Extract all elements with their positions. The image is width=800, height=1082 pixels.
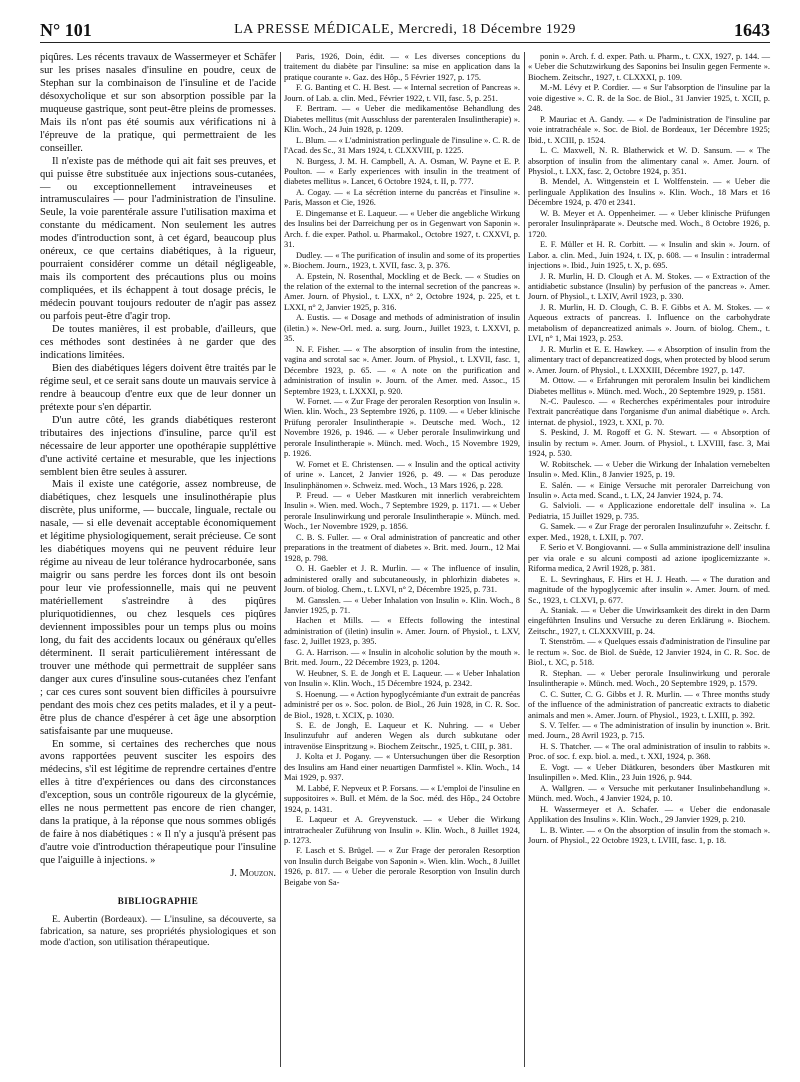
bibliography-entry: G. Samek. — « Zur Frage der peroralen Insulinzufuhr ». Zeitschr. f. exper. Med., 1928, t. LXII, p. 707. (528, 522, 770, 542)
bibliography-entry: E. Aubertin (Bordeaux). — L'insuline, sa découverte, sa fabrication, sa nature, ses propriétés physiologiques et son mode d'action, son utilisation thérapeutique. (40, 913, 276, 949)
bibliography-entry: R. Stephan. — « Ueber perorale Insulinwirkung und perorale Insulintherapie ». Münch. med. Woch., 20 Septembre 1929, p. 1579. (528, 668, 770, 689)
bibliography-entry: T. Stenström. — « Quelques essais d'administration de l'insuline par le rectum ». Soc. de Biol. de Suède, 12 Janvier 1924, in C. R. Soc. de Biol., t. XC, p. 518. (528, 637, 770, 668)
page-number: 1643 (734, 20, 770, 40)
paragraph: piqûres. Les récents travaux de Wassermeyer et Schäfer sur les prises nasales d'insuline en poudre, ceux de Stephan sur la combinaison de l'insuline et de l'acide désoxycholique et sur son absorption possible par la muqueuse gastrique, sont peut-être pleins de promesses. Mais ils n'ont pas été soumis aux vérifications ni à l'épreuve de la pratique, qui permettraient de les conseiller. (40, 52, 276, 154)
bibliography-entry: A. Epstein, N. Rosenthal, Mockling et de Beck. — « Studies on the relation of the external to the internal secretion of the pancreas ». Amer. Journ. of Physiol., t. LXX, n° 2, Octobre 1924, p. 225, et t. LXXI, n° 2, Janvier 1925, p. 316. (284, 271, 520, 312)
paragraph: Bien des diabétiques légers doivent être traités par le régime seul, et ce serait sans doute un mauvais service à rendre à beaucoup d'entre eux que de leur donner un prétexte pour s'en départir. (40, 362, 276, 413)
issue-number: N° 101 (40, 20, 92, 40)
paragraph: De toutes manières, il est probable, d'ailleurs, que ces méthodes sont destinées à ne garder que des indications limitées. (40, 324, 276, 361)
bibliography-entry: M. Ottow. — « Erfahrungen mit peroralem Insulin bei kindlichem Diabetes mellitus ». Münch. med. Woch., 20 Septembre 1929, p. 1581. (528, 376, 770, 396)
bibliography-entry: S. Hoenung. — « Action hypoglycémiante d'un extrait de pancréas administré per os ». Soc. polon. de Biol., 26 Juin 1928, in C. R. Soc. de Biol., 1928, t. XCIX, p. 1030. (284, 689, 520, 720)
bibliography-entry: J. R. Murlin, H. D. Clough, C. B. F. Gibbs et A. M. Stokes. — « Aqueous extracts of pancreas. I. Influence on the carbohydrate metabolism of depancreatized animals ». Journ. of biolog. Chem., t. LVI, n° 1, Mai 1923, p. 253. (528, 302, 770, 344)
bibliography-entry: L. C. Maxwell, N. R. Blatherwick et W. D. Sansum. — « The absorption of insulin from the alimentary canal ». Amer. Journ. of Physiol., t. LXX, fasc. 2, Octobre 1924, p. 351. (528, 146, 770, 176)
paragraph: En somme, si certaines des recherches que nous avons rapportées peuvent susciter les espoirs des médecins, s'il est légitime de reprendre certaines d'entre elles à titre d'expériences ou dans des circonstances d'exception, sous un contrôle rigoureux de la glycémie, elles ne nous permettent pas encore de rien changer, dans la pratique, à la réponse que nous sommes obligés de faire à nos diabétiques : « Il n'y a jusqu'à présent pas d'autre voie d'introduction thérapeutique pour l'insuline que l'aiguille à injections. » (40, 738, 276, 867)
bibliography-entry: W. Heubner, S. E. de Jongh et E. Laqueur. — « Ueber Inhalation von Insulin ». Klin. Woch., 15 Décembre 1924, p. 2342. (284, 668, 520, 689)
bibliography-entry: E. Vogt. — « Ueber Diätkuren, besonders über Mastkuren mit Insulinpillen ». Med. Klin., 23 Juin 1926, p. 944. (528, 762, 770, 783)
bibliography-entry: N. Burgess, J. M. H. Campbell, A. A. Osman, W. Payne et E. P. Poulton. — « Early experiences with insulin in the treatment of diabetes mellitus ». Lancet, 6 Octobre 1924, t. II, p. 777. (284, 156, 520, 187)
bibliography-entry: C. B. S. Fuller. — « Oral administration of pancreatic and other preparations in the treatment of diabetes ». Brit. med. Journ., 12 Mai 1928, p. 798. (284, 532, 520, 563)
bibliography-entry: P. Mauriac et A. Gandy. — « De l'administration de l'insuline par voie intratrachéale ». Soc. de Biol. de Bordeaux, 1er Décembre 1925; Ibid., t. XCIII, p. 1524. (528, 114, 770, 145)
bibliography-entry: G. A. Harrison. — « Insulin in alcoholic solution by the mouth ». Brit. med. Journ., 22 Décembre 1923, p. 1204. (284, 647, 520, 668)
bibliography-entry: L. Blum. — « L'administration perlinguale de l'insuline ». C. R. de l'Acad. des Sc., 31 Mars 1924, t. CLXXVIII, p. 1225. (284, 135, 520, 156)
bibliography-entry: C. C. Sutter, C. G. Gibbs et J. R. Murlin. — « Three months study of the influence of the administration of pancreatic extracts to diabetic animals and men ». Amer. Journ. of Physiol., 1923, t. LXIII, p. 392. (528, 689, 770, 720)
bibliography-entry: A. Staniak. — « Ueber die Unwirksamkeit des direkt in den Darm eingeführten Insulins und Versuche zu deren Erklärung ». Biochem. Zeitschr., 1927, t. CLXXXVIII, p. 24. (528, 606, 770, 636)
bibliography-entry: H. S. Thatcher. — « The oral administration of insulin to rabbits ». Proc. of soc. f. exp. biol. a. med., t. XXI, 1924, p. 368. (528, 741, 770, 762)
bibliography-entry: A. Cogay. — « La sécrétion interne du pancréas et l'insuline ». Paris, Masson et Cie, 1926. (284, 187, 520, 208)
bibliography-entry: E. L. Sevringhaus, F. Hirs et H. J. Heath. — « The duration and magnitude of the hypoglycemic after insulin ». Amer. Journ. of med. Sc., 1923, t. CLXVI, p. 677. (528, 574, 770, 605)
bibliography-entry: A. Wallgren. — « Versuche mit perkutaner Insulinbehandlung ». Münch. med. Woch., 4 Janvier 1924, p. 10. (528, 783, 770, 804)
bibliography-entry: ponin ». Arch. f. d. exper. Path. u. Pharm., t. CXX, 1927, p. 144. — « Ueber die Schutzwirkung des Saponins bei Insulin gegen Fermente ». Biochem. Zeitschr., 1927, t. CLXXXI, p. 109. (528, 52, 770, 82)
bibliography-entry: E. Dingemanse et E. Laqueur. — « Ueber die angebliche Wirkung des Insulins bei der Darreichung per os in Gegenwart von Saponin ». Arch. f. die exper. Pathol. u. Pharmakol., Octobre 1927, t. CXXVI, p. 31. (284, 208, 520, 250)
bibliography-entry: F. G. Banting et C. H. Best. — « Internal secretion of Pancreas ». Journ. of Lab. a. clin. Med., Février 1922, t. VII, fasc. 5, p. 251. (284, 83, 520, 103)
bibliography-entry: J. Kolta et J. Pogany. — « Untersuchungen über die Resorption des Insulins am Hand einer neuartigen Darmfistel ». Klin. Woch., 14 Mai 1929, p. 937. (284, 752, 520, 783)
bibliography-entry: S. V. Telfer. — « The administration of insulin by inunction ». Brit. med. Journ., 28 Avril 1923, p. 715. (528, 721, 770, 741)
bibliography-entry: M. Gansslen. — « Ueber Inhalation von Insulin ». Klin. Woch., 8 Janvier 1925, p. 71. (284, 595, 520, 616)
journal-title: LA PRESSE MÉDICALE, Mercredi, 18 Décembre 1929 (234, 22, 576, 37)
bibliography-entry: E. Laqueur et A. Greyvenstuck. — « Ueber die Wirkung intratrachealer Zuführung von Insulin ». Klin. Woch., 8 Juillet 1924, p. 1273. (284, 815, 520, 845)
bibliography-entry: Hachen et Mills. — « Effects following the intestinal administration of (iletin) insulin ». Amer. Journ. of Physiol., t. LXV, fasc. 2, Juillet 1923, p. 395. (284, 616, 520, 647)
bibliography-entry: M. Labbé, F. Nepveux et P. Forsans. — « L'emploi de l'insuline en suppositoires ». Bull. et Mém. de la Soc. méd. des Hôp., 24 Octobre 1924, p. 1431. (284, 783, 520, 814)
bibliography-entry: W. B. Meyer et A. Oppenheimer. — « Ueber klinische Prüfungen peroraler Insulinpräparate ». Deutsche med. Woch., 8 Octobre 1926, p. 1720. (528, 208, 770, 239)
page-header (40, 8, 770, 43)
bibliography-entry: E. Salén. — « Einige Versuche mit peroraler Darreichung von Insulin ». Acta med. Scand., t. LX, 24 Janvier 1924, p. 74. (528, 480, 770, 501)
bibliography-entry: J. R. Murlin et E. E. Hawkey. — « Absorption of insulin from the alimentary tract of depancreatized dogs, when protected by blood serum ». Amer. Journ. of Physiol., t. LXXXIII, Décembre 1927, p. 147. (528, 344, 770, 375)
bibliography-entry: H. Wassermeyer et A. Schafer. — « Ueber die endonasale Applikation des Insulins ». Klin. Woch., 29 Janvier 1929, p. 210. (528, 804, 770, 825)
bibliography-entry: A. Eustis. — « Dosage and methods of administration of insulin (iletin.) ». New-Orl. med. a. surg. Journ., Juillet 1923, t. LXXVI, p. 35. (284, 313, 520, 344)
bibliography-entry: S. E. de Jongh, E. Laqueur et K. Nuhring. — « Ueber Insulinzufuhr auf anderen Wegen als durch subkutane oder intravenöse Einspritzung ». Biochem Zeitschr., 1925, t. CIII, p. 381. (284, 721, 520, 751)
column-divider (280, 52, 281, 1067)
bibliography-entry: N. F. Fisher. — « The absorption of insulin from the intestine, vagina and scrotal sac ». Amer. Journ. of Physiol., t. LXVII, fasc. 1, Décembre 1923, p. 65. — « A note on the purification and administration of insulin ». Journ. of the Amer. med. Assoc., 15 Septembre 1923, t. LXXXI, p. 920. (284, 344, 520, 396)
author-signature: J. Mouzon. (230, 868, 276, 880)
bibliography-heading: BIBLIOGRAPHIE (117, 896, 199, 906)
bibliography-entry: S. Peskind, J. M. Rogoff et G. N. Stewart. — « Absorption of insulin by rectum ». Amer. Journ. of Physiol., t. LXVIII, fasc. 3, Mai 1924, p. 530. (528, 428, 770, 459)
bibliography-entry: E. F. Müller et H. R. Corbitt. — « Insulin and skin ». Journ. of Labor. a. clin. Med., Juin 1924, t. IX, p. 608. — « Insulin : intradermal injections ». Ibid., Juin 1925, t. X, p. 695. (528, 240, 770, 271)
bibliography-column (284, 52, 520, 888)
bibliography-entry: N.-C. Paulesco. — « Recherches expérimentales pour introduire l'extrait pancréatique dans l'organisme d'un animal diabétique ». Arch. internat. de physiol., 1923, t. XXI, p. 70. (528, 396, 770, 427)
bibliography-entry: W. Fornet. — « Zur Frage der peroralen Resorption von Insulin ». Wien. klin. Woch., 23 Septembre 1926, p. 1109. — « Ueber klinische Prüfung peroraler Insulintherapie ». Deutsche med. Woch., 12 Novembre 1926, p. 1946. — « Ueber perorale Insulinwirkung und perorale Insulintherapie ». Münch. med. Woch., 15 Novembre 1929, p. 1926. (284, 396, 520, 459)
bibliography-entry: O. H. Gaebler et J. R. Murlin. — « The influence of insulin, administered orally and subcutaneously, in phlorhizin diabetes ». Journ. of biolog. Chem., t. LXVI, n° 2, Décembre 1925, p. 731. (284, 564, 520, 595)
article-column (40, 52, 276, 949)
bibliography-entry: P. Freud. — « Ueber Mastkuren mit innerlich verabreichtem Insulin ». Wien. med. Woch., 7 Septembre 1929, p. 1171. — « Ueber perorale Insulinwirkung und perorale Insulintherapie ». Münch. med. Woch., 1er Novembre 1929, p. 1856. (284, 491, 520, 532)
paragraph: Il n'existe pas de méthode qui ait fait ses preuves, et qui puisse être substituée aux injections sous-cutanées, — ou exceptionnellement intraveineuses et intramusculaires — pour l'administration de l'insuline. Seule, la voie parentérale assure l'utilisation maxima et constante du médicament. Non seulement les autres modes d'introduction sont, à cet égard, beaucoup plus onéreux, ce que certains diabétiques, à la rigueur, pourraient considérer comme un détail négligeable, mais ils comportent des précautions plus ou moins compliquées, et ils échappent à tout dosage précis, le médecin pouvant toujours redouter de n'agir pas assez ou parfois peut-être d'agir trop. (40, 155, 276, 323)
bibliography-entry: J. R. Murlin, H. D. Clough et A. M. Stokes. — « Extraction of the antidiabetic substance (Insulin) by perfusion of the pancreas ». Amer. Journ. of Physiol., t. LXIV, Avril 1923, p. 330. (528, 271, 770, 302)
bibliography-entry: Dudley. — « The purification of insulin and some of its properties ». Biochem. Journ., 1923, t. XVII, fasc. 3, p. 376. (284, 250, 520, 271)
bibliography-entry: G. Salvioli. — « Applicazione endorettale dell' insulina ». La Pediatria, 15 Juillet 1929, p. 735. (528, 501, 770, 521)
bibliography-entry: W. Fornet et E. Christensen. — « Insulin and the optical activity of urine ». Lancet, 2 Janvier 1926, p. 49. — « Das peroduze Insulinphänomen ». Schweiz. med. Woch., 13 Mars 1926, p. 228. (284, 459, 520, 490)
paragraph: Mais il existe une catégorie, assez nombreuse, de diabétiques, chez lesquels une insulinothérapie plus discrète, plus uniforme, — buccale, linguale, rectale ou nasale, — si elle devenait acceptable économiquement et légitime physiologiquement, serait précieuse. Ce sont les diabétiques moyens qui ne peuvent réduire leur régime au niveau de leur tolérance hydrocarbonée, sans maigrir ou sans perdre les forces dont ils ont besoin pour leur vie professionnelle, mais qui ne peuvent matériellement s'astreindre à des piqûres pluriquotidiennes, ou chez lesquels ces piqûres deviennent impossibles pour un temps plus ou moins long, du fait des accidents locaux ou généraux qu'elles déterminent. Il serait particulièrement intéressant de trouver une méthode qui permettrait de suppléer sans danger aux cures d'insuline sous-cutanées chez l'enfant ; car ces cures sont souvent bien difficiles à poursuivre pendant des mois chez ces petits malades, et il y a peut-être plus de chance d'espérer à cet âge une absorption satisfaisante par une muqueuse. (40, 479, 276, 737)
paragraph: D'un autre côté, les grands diabétiques resteront tributaires des injections d'insuline, parce qu'il est nécessaire de leur apporter une opothérapie suppléttive d'une activité certaine et mesurable, que les injections semblent bien être seules à assurer. (40, 414, 276, 478)
bibliography-entry: B. Mendel, A. Wittgenstein et I. Wolffenstein. — « Ueber die perlinguale Applikation des Insulins ». Klin. Woch., 18 Mars et 16 Décembre 1924, p. 470 et 2341. (528, 177, 770, 208)
bibliography-entry: Paris, 1926, Doin, édit. — « Les diverses conceptions du traitement du diabète par l'insuline: sa mise en application dans la pratique courante ». Gaz. des Hôp., 5 Février 1927, p. 175. (284, 52, 520, 82)
bibliography-column (528, 52, 770, 846)
bibliography-entry: F. Lasch et S. Brügel. — « Zur Frage der peroralen Resorption von Insulin durch Beigabe von Saponin ». Wien. klin. Woch., 8 Juillet 1926, p. 817. — « Ueber die perorale Resorption von Insulin durch Beigabe von Sa- (284, 846, 520, 887)
column-divider (524, 52, 525, 1067)
bibliography-entry: F. Bertram. — « Ueber die medikamentöse Behandlung des Diabetes mellitus (mit Ausschluss der parenteralen Insulintherapie) ». Klin. Woch., 24 Juin 1928, p. 1209. (284, 104, 520, 135)
bibliography-entry: M.-M. Lévy et P. Cordier. — « Sur l'absorption de l'insuline par la voie digestive ». C. R. de la Soc. de Biol., 31 Janvier 1925, t. XCII, p. 248. (528, 83, 770, 114)
bibliography-entry: L. B. Winter. — « On the absorption of insulin from the stomach ». Journ. of Physiol., 22 Octobre 1923, t. LVIII, fasc. 1, p. 18. (528, 825, 770, 845)
bibliography-entry: W. Robitschek. — « Ueber die Wirkung der Inhalation vernebelten Insulin ». Med. Klin., 8 Janvier 1925, p. 19. (528, 459, 770, 480)
bibliography-entry: F. Serio et V. Bongiovanni. — « Sulla amministrazione dell' insulina per via orale e su alcuni composti ad azione ipoglicemizzante ». Riforma medica, 2 Avril 1928, p. 381. (528, 543, 770, 574)
